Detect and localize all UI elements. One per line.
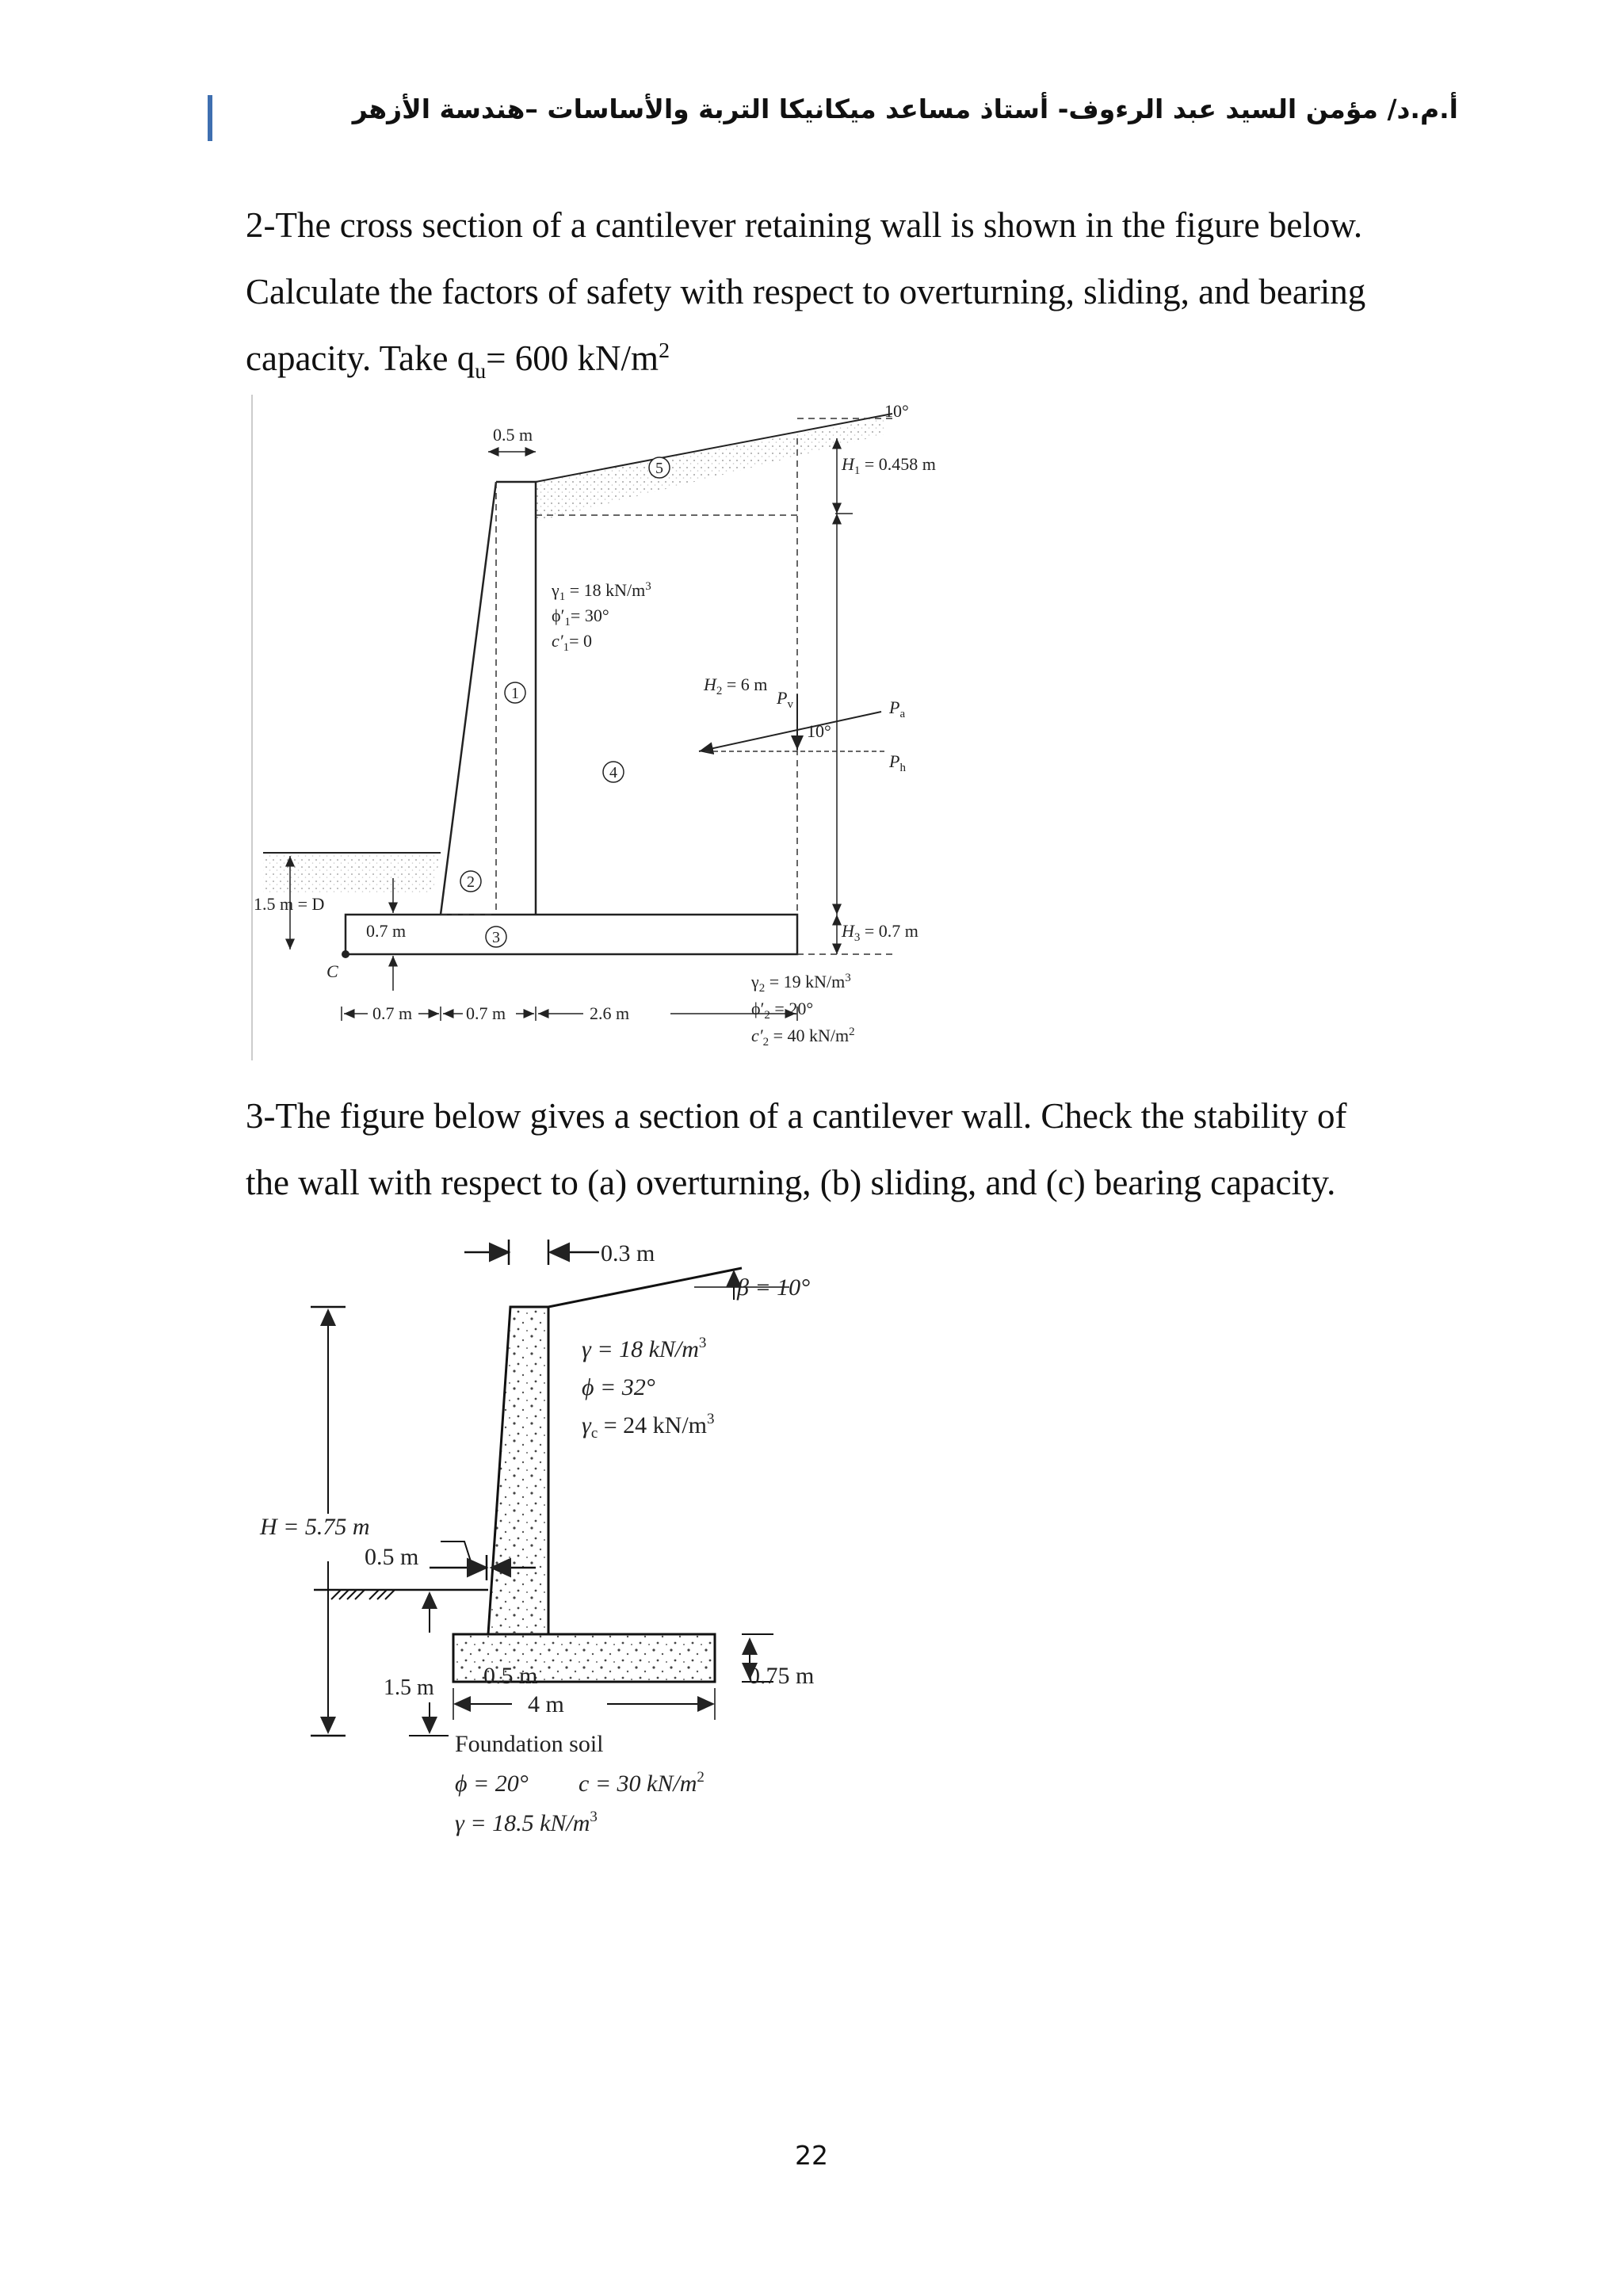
region-label-3: 3 (492, 929, 500, 946)
wall-2-height-label: H = 5.75 m (260, 1514, 370, 1540)
page-number: 22 (795, 2140, 828, 2171)
problem-2-text (246, 192, 1458, 392)
wall-2-toe-width-label: 0.5 m (483, 1663, 538, 1689)
wall-2-stem (488, 1307, 548, 1634)
c2-label: $c'_2 = 40$ $kN/m^2$ (751, 1026, 855, 1049)
page-header: أ.م.د/ مؤمن السيد عبد الرءوف- أستاذ مساعد ميكانيكا التربة والأساسات –هندسة الأزهر (352, 94, 1458, 124)
toe-thickness-label: 0.7 m (366, 921, 407, 941)
foundation-gamma-label: γ = 18.5 $kN/m^3$ (455, 1809, 598, 1836)
h1-label: $H_1 = 0.458$ m (842, 454, 936, 477)
gamma1-label: $\gamma_1 = 18$ $kN/m^3$ (552, 580, 651, 603)
wall-2-depth-label: 1.5 m (384, 1675, 434, 1700)
wall-2-base-thickness-label: 0.75 m (748, 1663, 815, 1689)
wall-2-top-width-label: 0.3 m (601, 1240, 655, 1266)
header-accent-bar (208, 95, 212, 141)
dim-toe-label: 0.7 m (372, 1003, 413, 1023)
gamma2-label: $\gamma_2 = 19$ $kN/m^3$ (751, 972, 851, 995)
h2-label: $H_2 = 6$ m (704, 674, 768, 697)
figure-cantilever-wall-1 (250, 395, 936, 1060)
dim-stem-label: 0.7 m (466, 1003, 506, 1023)
region-label-1: 1 (511, 685, 519, 702)
phi2-label: $\phi'_2 = 20^\circ$ (751, 999, 814, 1022)
pa-angle-label: 10° (807, 721, 831, 741)
phi1-label: $\phi'_1= 30^\circ$ (552, 606, 609, 628)
wall-2-beta-label: β = 10° (737, 1274, 811, 1301)
problem-2-line-1: 2-The cross section of a cantilever retaining wall is shown in the figure below. (246, 205, 1363, 245)
dim-heel-label: 2.6 m (590, 1003, 630, 1023)
wall-base-slab (346, 915, 797, 954)
pa-label: $P_a$ (889, 697, 906, 720)
foundation-soil-title: Foundation soil (455, 1731, 604, 1757)
problem-2-line-2: Calculate the factors of safety with respect to overturning, sliding, and bearing (246, 272, 1366, 311)
h3-label: $H_3 = 0.7$ m (842, 921, 918, 944)
region-label-5: 5 (655, 460, 663, 477)
wall-2-gamma-label: γ = 18 $kN/m^3$ (582, 1335, 707, 1362)
pv-label: $P_v$ (777, 688, 793, 711)
pa-force-arrow (699, 712, 881, 751)
problem-3-text (246, 1083, 1458, 1216)
problem-3-line-1: 3-The figure below gives a section of a cantilever wall. Check the stability of (246, 1096, 1347, 1136)
wall-2-base-width-label: 4 m (528, 1691, 564, 1717)
region-label-2: 2 (467, 873, 475, 891)
top-width-label: 0.5 m (493, 425, 533, 445)
depth-label: 1.5 m = D (254, 894, 325, 914)
region-label-4: 4 (609, 764, 617, 781)
problem-3-line-2: the wall with respect to (a) overturning, (b) sliding, and (c) bearing capacity. (246, 1163, 1336, 1202)
figure-cantilever-wall-2 (250, 1228, 853, 1942)
ph-label: $P_h$ (889, 751, 906, 774)
wall-2-gamma-c-label: $\gamma_c = 24$ $kN/m^3$ (582, 1411, 715, 1442)
point-c-label: C (327, 961, 338, 981)
wall-2-phi-label: ϕ = 32° (582, 1374, 655, 1400)
problem-2-line-3: capacity. Take $q_u= 600$ $kN/m^2$ (246, 338, 670, 384)
c1-label: $c'_1= 0$ (552, 631, 592, 654)
slope-angle-label: 10° (884, 401, 909, 421)
point-c-marker (342, 950, 349, 958)
foundation-c-label: c = 30 $kN/m^2$ (579, 1769, 705, 1797)
wall-2-stem-base-label: 0.5 m (365, 1544, 419, 1570)
foundation-phi-label: ϕ = 20° (455, 1771, 529, 1797)
